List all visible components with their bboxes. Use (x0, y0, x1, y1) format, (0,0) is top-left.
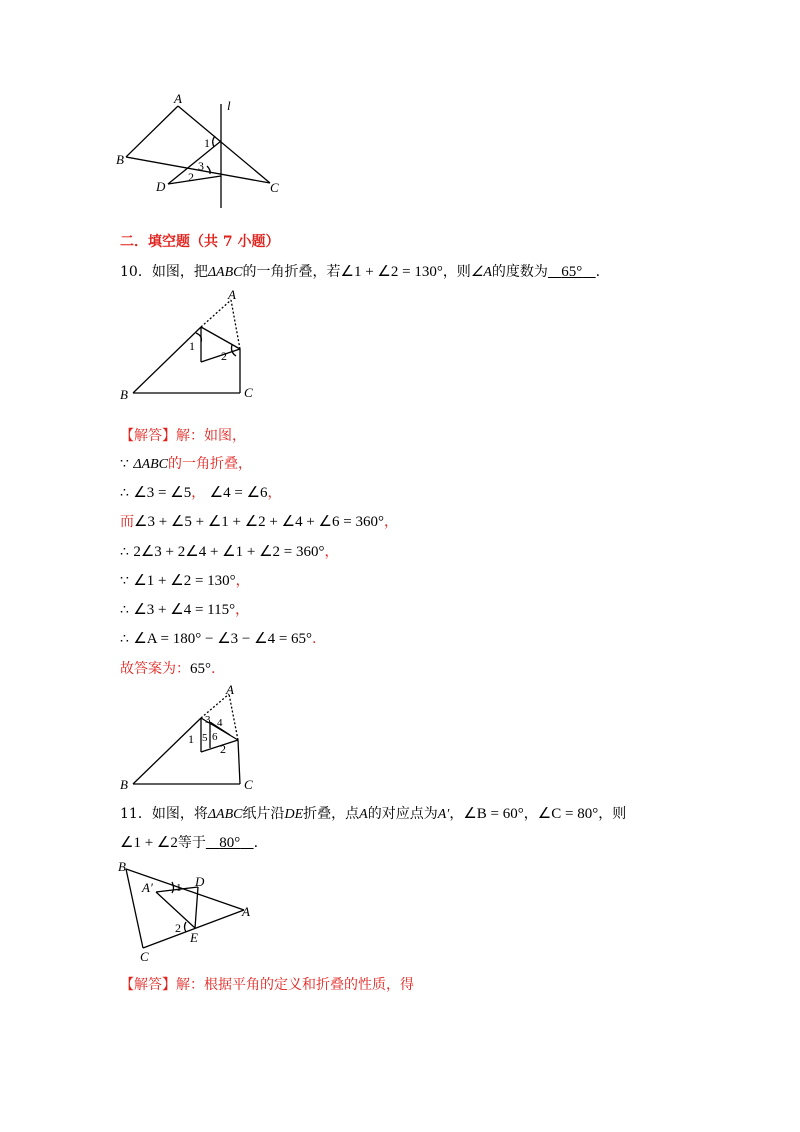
q11-text-g: ，则 (598, 806, 627, 822)
q11-text-f: ， (523, 806, 538, 822)
fig4-label-e: E (190, 930, 198, 945)
fig4-segment-bc (126, 869, 143, 948)
fig4-label-a-prime: A′ (142, 880, 153, 895)
fig4-label-c: C (140, 949, 149, 964)
sol10-l5-math: ∠1 + ∠2 = 130° (133, 573, 236, 589)
sol10-l3-math: ∠3 + ∠5 + ∠1 + ∠2 + ∠4 + ∠6 = 360° (134, 514, 384, 530)
fig1-label-d: D (156, 179, 166, 194)
sol10-l7-math: ∠A = 180° − ∠3 − ∠4 = 65° (133, 631, 313, 647)
q11-triangle: ΔABC (207, 807, 243, 822)
q10-text-b: 的一角折叠，若 (242, 264, 341, 280)
fig4-angle-arc-1 (172, 882, 174, 893)
q11-text-b: 纸片沿 (242, 806, 285, 822)
fig2-label-a: A (228, 287, 236, 302)
fig3-label-6: 6 (212, 731, 218, 743)
q10-text-e: . (595, 264, 601, 280)
sol10-l3-prefix: 而 (120, 514, 134, 530)
fig3-label-1: 1 (188, 732, 194, 746)
q10-number: 10． (120, 264, 152, 280)
sol10-l5-suffix: ， (235, 573, 250, 589)
q11-expr: ∠1 + ∠2 (120, 835, 178, 851)
sol10-final-end: . (211, 661, 216, 677)
q10-angle: ∠A (470, 265, 492, 280)
q11-line2-text: 等于 (177, 835, 206, 851)
fig3-label-a: A (226, 682, 234, 697)
solution-10-head: 【解答】解：如图， (120, 428, 246, 444)
fig2-label-b: B (120, 387, 128, 402)
section-title: 二．填空题（共 7 小题） (120, 234, 280, 250)
sol10-l2-suffix2: ， (267, 485, 282, 501)
fig4-angle-arc-2 (185, 922, 187, 932)
q10-text-c: ，则 (442, 264, 471, 280)
sol10-l3-suffix: ， (383, 514, 398, 530)
q10-triangle: ΔABC (207, 265, 243, 280)
fig1-label-c: C (270, 180, 279, 195)
fig1-label-a: A (174, 91, 182, 106)
q10-text-d: 的度数为 (491, 264, 548, 280)
sol10-final-value: 65° (190, 661, 211, 677)
sol10-l5-prefix: ∵ (120, 573, 134, 589)
sol10-l6-suffix: ， (235, 602, 250, 618)
q11-de: DE (284, 807, 304, 822)
fig2-label-1: 1 (189, 339, 195, 353)
q11-text-a: 如图，将 (151, 806, 208, 822)
sol10-l6-math: ∠3 + ∠4 = 115° (133, 602, 236, 618)
fig4-label-2: 2 (175, 921, 181, 935)
fig3-label-b: B (120, 777, 128, 792)
sol10-l4-suffix: ， (324, 544, 339, 560)
fig1-label-2: 2 (188, 170, 194, 184)
sol10-l2-math: ∠3 = ∠5 (133, 485, 192, 501)
sol10-l1-prefix: ∵ (120, 456, 134, 472)
sol10-l7-suffix: . (312, 631, 317, 647)
sol10-l4-prefix: ∴ (120, 544, 134, 560)
fig3-label-2: 2 (220, 742, 226, 756)
fig1-label-1: 1 (204, 136, 210, 150)
fig4-label-1: 1 (176, 882, 182, 894)
fig4-label-b: B (118, 859, 126, 874)
q11-text-e: ， (449, 806, 464, 822)
fig3-label-3: 3 (205, 714, 211, 726)
solution-11-head: 【解答】解：根据平角的定义和折叠的性质，得 (120, 977, 414, 993)
q11-angle-b: ∠B = 60° (463, 806, 524, 822)
fig4-label-d: D (195, 874, 205, 889)
fig2-label-2: 2 (221, 349, 227, 363)
q11-answer: 80° (219, 835, 241, 851)
q10-answer: 65° (561, 264, 583, 280)
sol10-final-label: 故答案为： (120, 661, 190, 677)
fig3-label-4: 4 (217, 717, 223, 729)
fig1-label-l: l (227, 98, 231, 113)
q11-line2-end: . (253, 835, 259, 851)
fig1-label-3: 3 (198, 159, 204, 173)
q11-a: A (359, 807, 368, 822)
q10-text-a: 如图，把 (151, 264, 208, 280)
q11-text-c: 折叠，点 (303, 806, 360, 822)
sol10-l4-math: 2∠3 + 2∠4 + ∠1 + ∠2 = 360° (133, 544, 325, 560)
q11-a-prime: A′ (437, 807, 450, 822)
fig4-label-a: A (242, 904, 250, 919)
sol10-l2-suffix: ， (191, 485, 206, 501)
fig2-label-c: C (244, 385, 253, 400)
fig3-label-5: 5 (202, 732, 208, 744)
q11-angle-c: ∠C = 80° (537, 806, 599, 822)
fig1-label-b: B (116, 152, 124, 167)
fig3-label-c: C (244, 777, 253, 792)
sol10-l6-prefix: ∴ (120, 602, 134, 618)
sol10-l1-math: ΔABC (133, 457, 169, 472)
q10-condition: ∠1 + ∠2 = 130° (340, 264, 443, 280)
q11-text-d: 的对应点为 (367, 806, 438, 822)
q11-number: 11． (120, 806, 152, 822)
sol10-l7-prefix: ∴ (120, 631, 134, 647)
sol10-l2-prefix: ∴ (120, 485, 134, 501)
sol10-l2-math2: ∠4 = ∠6 (209, 485, 268, 501)
sol10-l1-suffix: 的一角折叠， (168, 456, 253, 472)
